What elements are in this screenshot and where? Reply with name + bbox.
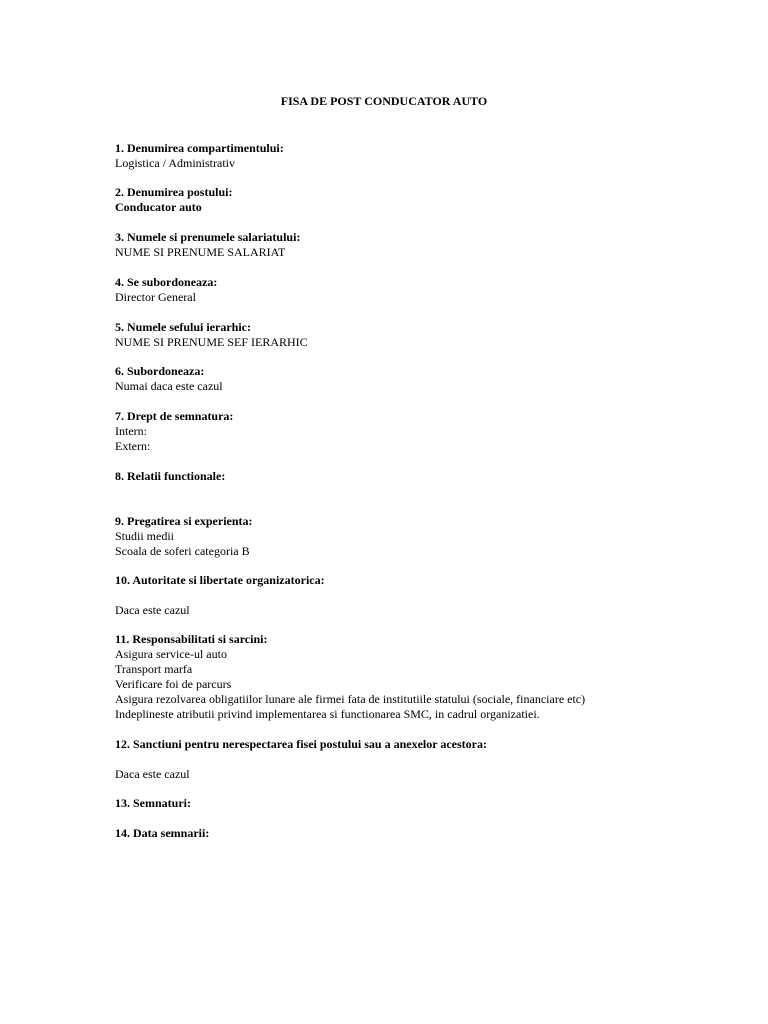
section-label: 7. Drept de semnatura: (115, 409, 234, 423)
section-3 (115, 230, 300, 260)
section-text: Transport marfa (115, 662, 193, 676)
section-text: Conducator auto (115, 200, 202, 214)
section-14 (115, 826, 209, 841)
section-1 (115, 141, 284, 171)
section-label: 13. Semnaturi: (115, 796, 191, 810)
section-6 (115, 364, 223, 394)
section-label: 6. Subordoneaza: (115, 364, 205, 378)
section-label: 12. Sanctiuni pentru nerespectarea fisei postului sau a anexelor acestora: (115, 737, 487, 751)
section-text: Daca este cazul (115, 603, 190, 617)
section-13 (115, 796, 191, 811)
section-9 (115, 514, 253, 559)
section-label: 5. Numele sefului ierarhic: (115, 320, 251, 334)
document-title: FISA DE POST CONDUCATOR AUTO (280, 94, 488, 108)
section-text: Verificare foi de parcurs (115, 677, 232, 691)
section-label: 9. Pregatirea si experienta: (115, 514, 253, 528)
section-text: Scoala de soferi categoria B (115, 544, 250, 558)
section-5 (115, 320, 308, 350)
section-text: Daca este cazul (115, 767, 190, 781)
section-8 (115, 469, 225, 484)
section-7 (115, 409, 233, 454)
section-11 (115, 632, 585, 722)
section-label: 1. Denumirea compartimentului: (115, 141, 284, 155)
section-label: 2. Denumirea postului: (115, 185, 233, 199)
section-text: Intern: (115, 424, 147, 438)
section-label: 3. Numele si prenumele salariatului: (115, 230, 301, 244)
section-4 (115, 275, 217, 305)
section-2 (115, 185, 232, 215)
section-text: NUME SI PRENUME SALARIAT (115, 245, 286, 259)
section-text: Extern: (115, 439, 151, 453)
section-text: Logistica / Administrativ (115, 156, 235, 170)
section-text: Indeplineste atributii privind implementarea si functionarea SMC, in cadrul organizatiei. (115, 707, 540, 721)
section-text: Asigura rezolvarea obligatiilor lunare ale firmei fata de institutiile statului (sociale, financiare etc) (115, 692, 586, 706)
section-label: 14. Data semnarii: (115, 826, 210, 840)
section-text: Director General (115, 290, 196, 304)
section-text: Asigura service-ul auto (115, 647, 227, 661)
section-10 (115, 573, 325, 618)
section-text: Numai daca este cazul (115, 379, 223, 393)
section-label: 10. Autoritate si libertate organizatorica: (115, 573, 325, 587)
section-text: Studii medii (115, 529, 175, 543)
section-label: 4. Se subordoneaza: (115, 275, 218, 289)
section-text: NUME SI PRENUME SEF IERARHIC (115, 335, 308, 349)
section-label: 8. Relatii functionale: (115, 469, 226, 483)
section-12 (115, 737, 487, 782)
section-label: 11. Responsabilitati si sarcini: (115, 632, 268, 646)
